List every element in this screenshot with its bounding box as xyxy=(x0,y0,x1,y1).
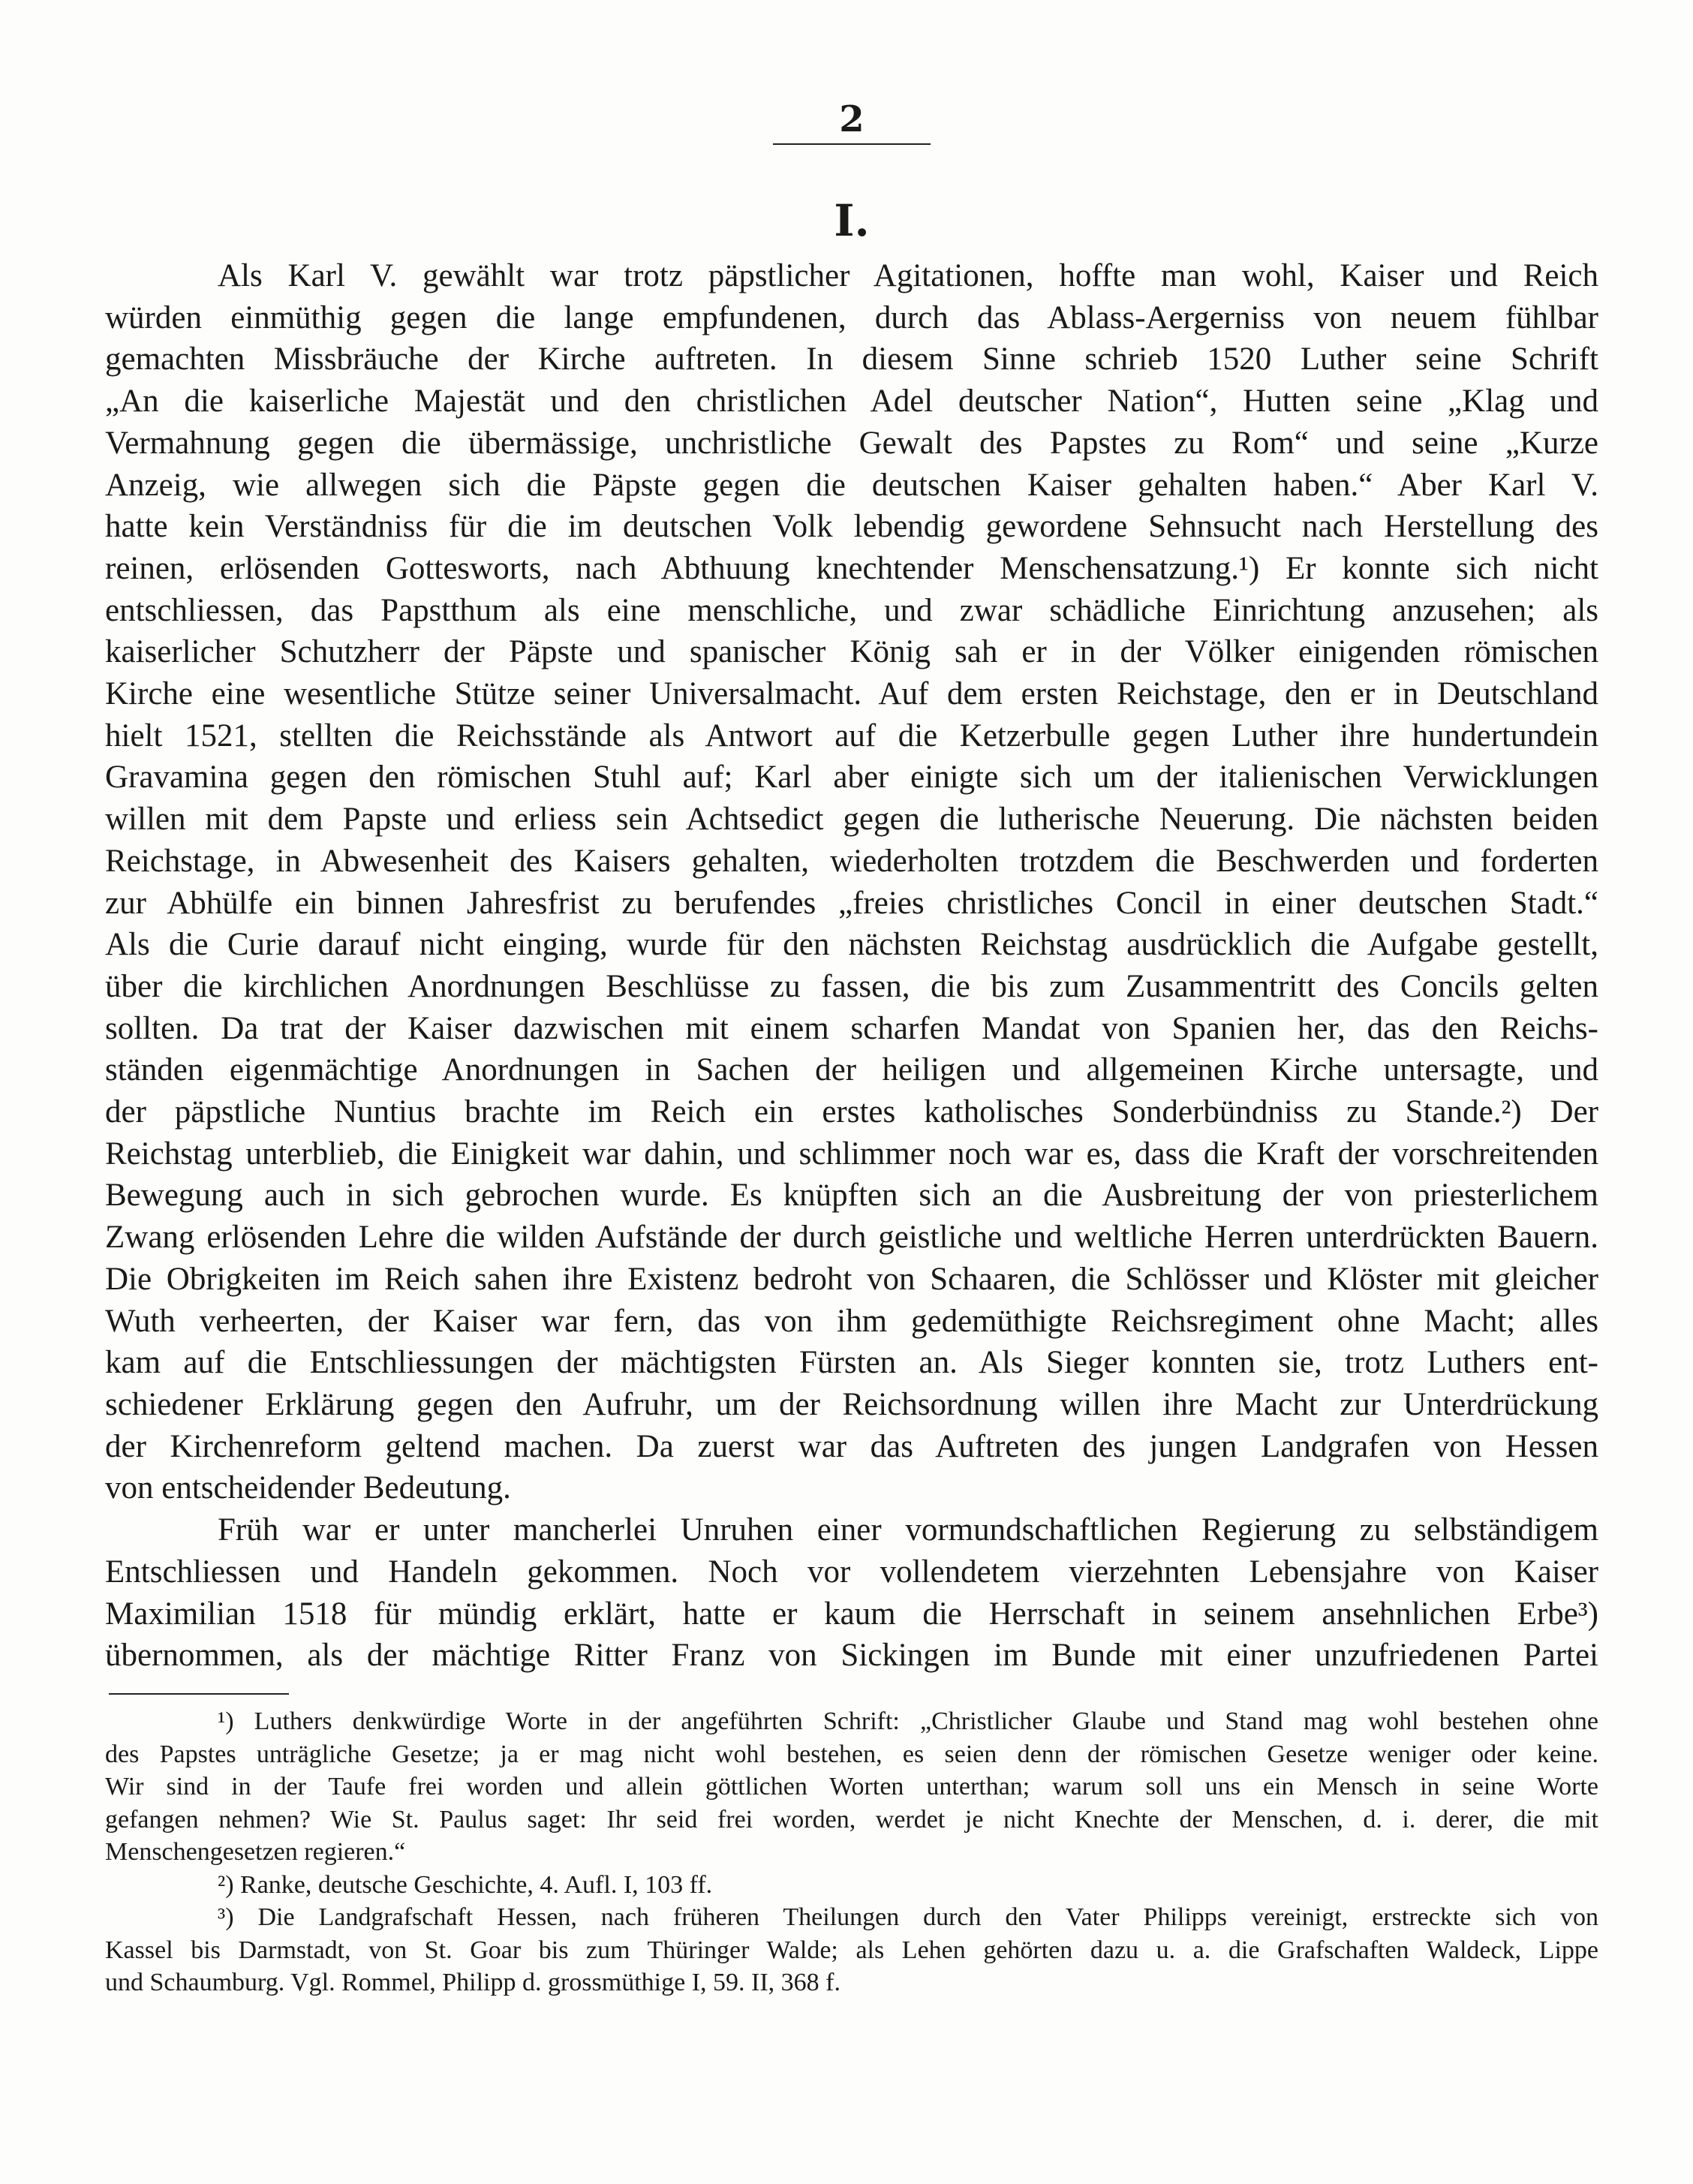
text-line: Reichstag unterblieb, die Einigkeit war dahin, und schlimmer noch war es, dass die Kraft der vorschreitenden xyxy=(105,1136,1598,1172)
text-line: gemachten Missbräuche der Kirche auftreten. In diesem Sinne schrieb 1520 Luther seine Schrift xyxy=(105,341,1598,378)
text-line: übernommen, als der mächtige Ritter Franz von Sickingen im Bunde mit einer unzufriedenen Partei xyxy=(105,1638,1598,1674)
text-line: Früh war er unter mancherlei Unruhen einer vormundschaftlichen Regierung zu selbständigem xyxy=(218,1512,1598,1548)
footnote-line: gefangen nehmen? Wie St. Paulus saget: Ihr seid frei worden, werdet je nicht Knechte der Menschen, d. i. derer, die mit xyxy=(105,1805,1598,1834)
text-line: der päpstliche Nuntius brachte im Reich ein erstes katholisches Sonderbündniss zu Stande.²) Der xyxy=(105,1094,1598,1130)
text-line: kaiserlicher Schutzherr der Päpste und spanischer König sah er in der Völker einigenden römischen xyxy=(105,634,1598,670)
text-line: von entscheidender Bedeutung. xyxy=(105,1470,511,1506)
text-line: Die Obrigkeiten im Reich sahen ihre Existenz bedroht von Schaaren, die Schlösser und Klöster mit gleicher xyxy=(105,1261,1598,1297)
text-line: Wuth verheerten, der Kaiser war fern, das von ihm gedemüthigte Reichsregiment ohne Macht; alles xyxy=(105,1303,1598,1339)
text-line: kam auf die Entschliessungen der mächtigsten Fürsten an. Als Sieger konnten sie, trotz Luthers ent- xyxy=(105,1345,1598,1381)
text-line: Entschliessen und Handeln gekommen. Noch vor vollendetem vierzehnten Lebensjahre von Kaiser xyxy=(105,1554,1598,1590)
footnotes xyxy=(105,1705,1598,1999)
footnote-line: Kassel bis Darmstadt, von St. Goar bis zum Thüringer Walde; als Lehen gehörten dazu u. a. die Grafschaften Waldeck, Lippe xyxy=(105,1936,1598,1964)
text-line: ständen eigenmächtige Anordnungen in Sachen der heiligen und allgemeinen Kirche untersagte, und xyxy=(105,1052,1598,1088)
text-line: über die kirchlichen Anordnungen Beschlüsse zu fassen, die bis zum Zusammentritt des Concils gelten xyxy=(105,968,1598,1004)
text-line: reinen, erlösenden Gottesworts, nach Abthuung knechtender Menschensatzung.¹) Er konnte sich nicht xyxy=(105,550,1598,586)
text-line: der Kirchenreform geltend machen. Da zuerst war das Auftreten des jungen Landgrafen von Hessen xyxy=(105,1428,1598,1464)
footnote-line: des Papstes unträgliche Gesetze; ja er mag nicht wohl bestehen, es seien denn der römischen Gesetze weniger oder keine. xyxy=(105,1740,1598,1768)
text-line: Als die Curie darauf nicht einging, wurde für den nächsten Reichstag ausdrücklich die Aufgabe gestellt, xyxy=(105,927,1598,963)
text-line: Kirche eine wesentliche Stütze seiner Universalmacht. Auf dem ersten Reichstage, den er in Deutschland xyxy=(105,676,1598,712)
text-line: hatte kein Verständniss für die im deutschen Volk lebendig gewordene Sehnsucht nach Herstellung des xyxy=(105,509,1598,545)
text-line: schiedener Erklärung gegen den Aufruhr, um der Reichsordnung willen ihre Macht zur Unterdrückung xyxy=(105,1386,1598,1422)
footnote-line: und Schaumburg. Vgl. Rommel, Philipp d. grossmüthige I, 59. II, 368 f. xyxy=(105,1969,840,1996)
section-heading: I. xyxy=(834,195,870,246)
text-line: Bewegung auch in sich gebrochen wurde. Es knüpften sich an die Ausbreitung der von priesterlichem xyxy=(105,1178,1598,1214)
footnote-line: ²) Ranke, deutsche Geschichte, 4. Aufl. I, 103 ff. xyxy=(218,1870,713,1899)
text-line: würden einmüthig gegen die lange empfundenen, durch das Ablass-Aergerniss von neuem fühlbar xyxy=(105,299,1598,335)
text-line: Als Karl V. gewählt war trotz päpstlicher Agitationen, hoffte man wohl, Kaiser und Reich xyxy=(218,258,1598,293)
text-line: willen mit dem Papste und erliess sein Achtsedict gegen die lutherische Neuerung. Die nächsten beiden xyxy=(105,802,1598,838)
text-line: Vermahnung gegen die übermässige, unchristliche Gewalt des Papstes zu Rom“ und seine „Kurze xyxy=(105,425,1598,461)
text-line: Gravamina gegen den römischen Stuhl auf; Karl aber einigte sich um der italienischen Verwicklungen xyxy=(105,760,1598,796)
page-number-rule xyxy=(773,143,931,145)
text-line: Anzeig, wie allwegen sich die Päpste gegen die deutschen Kaiser gehalten haben.“ Aber Karl V. xyxy=(105,467,1598,503)
text-line: zur Abhülfe ein binnen Jahresfrist zu berufendes „freies christliches Concil in einer deutschen Stadt.“ xyxy=(105,885,1598,921)
footnote-line: ³) Die Landgrafschaft Hessen, nach früheren Theilungen durch den Vater Philipps vereinigt, erstreckte sich von xyxy=(218,1903,1598,1931)
footnote-line: Menschengesetzen regieren.“ xyxy=(105,1838,406,1866)
footnote-rule xyxy=(109,1693,289,1695)
text-line: sollten. Da trat der Kaiser dazwischen mit einem scharfen Mandat von Spanien her, das den Reichs- xyxy=(105,1010,1598,1046)
text-line: Reichstage, in Abwesenheit des Kaisers gehalten, wiederholten trotzdem die Beschwerden und forderten xyxy=(105,843,1598,879)
text-line: Zwang erlösenden Lehre die wilden Aufstände der durch geistliche und weltliche Herren unterdrückten Bauern. xyxy=(105,1220,1598,1256)
main-text xyxy=(105,255,1598,1677)
text-line: entschliessen, das Papstthum als eine menschliche, und zwar schädliche Einrichtung anzusehen; als xyxy=(105,592,1598,628)
text-line: hielt 1521, stellten die Reichsstände als Antwort auf die Ketzerbulle gegen Luther ihre hundertundein xyxy=(105,717,1598,754)
text-line: Maximilian 1518 für mündig erklärt, hatte er kaum die Herrschaft in seinem ansehnlichen Erbe³) xyxy=(105,1596,1598,1632)
page-number-block xyxy=(773,98,931,145)
page-number: 2 xyxy=(839,98,865,140)
text-line: „An die kaiserliche Majestät und den christlichen Adel deutscher Nation“, Hutten seine „Klag und xyxy=(105,384,1598,420)
footnote-line: Wir sind in der Taufe frei worden und allein göttlichen Worten unterthan; warum soll uns ein Mensch in seine Worte xyxy=(105,1773,1598,1800)
footnote-line: ¹) Luthers denkwürdige Worte in der angeführten Schrift: „Christlicher Glaube und Stand mag wohl bestehen ohne xyxy=(218,1707,1598,1735)
